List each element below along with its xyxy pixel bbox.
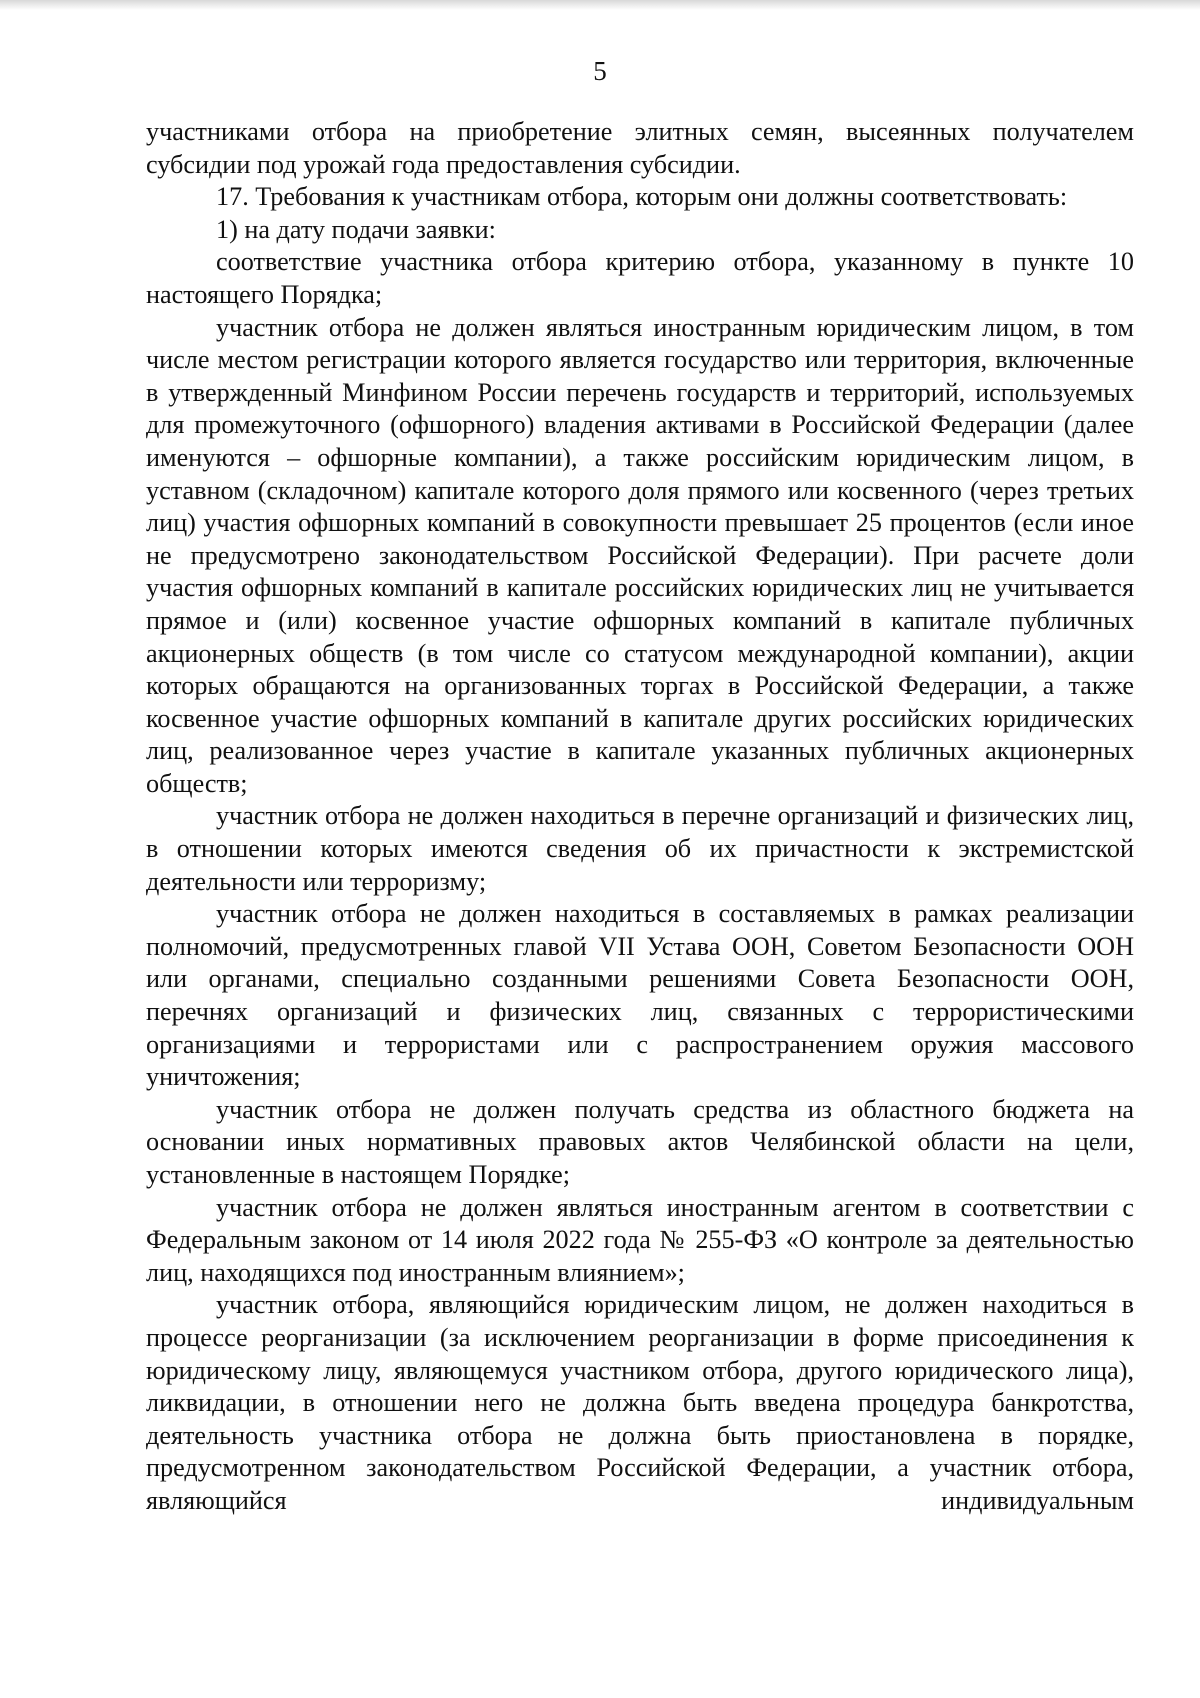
paragraph-offshore: участник отбора не должен являться иностранным юридическим лицом, в том числе местом регистрации которого является государство или территория, включенные в утвержденный Минфином России перечень государств и территорий, используемых для промежуточного (офшорного) владения активами в Российской Федерации (далее именуются – офшорные компании), а также российским юридическим лицом, в уставном (складочном) капитале которого доля прямого или косвенного (через третьих лиц) участия офшорных компаний в совокупности превышает 25 процентов (если иное не предусмотрено законодательством Российской Федерации). При расчете доли участия офшорных компаний в капитале российских юридических лиц не учитывается прямое и (или) косвенное участие офшорных компаний в капитале публичных акционерных обществ (в том числе со статусом международной компании), акции которых обращаются на организованных торгах в Российской Федерации, а также косвенное участие офшорных компаний в капитале других российских юридических лиц, реализованное через участие в капитале указанных публичных акционерных обществ; bbox=[146, 312, 1134, 798]
paragraph-criterion: соответствие участника отбора критерию отбора, указанному в пункте 10 настоящего Порядка; bbox=[146, 247, 1134, 309]
page-number: 5 bbox=[593, 56, 607, 86]
document-body bbox=[146, 116, 1134, 1518]
paragraph-continuation: участниками отбора на приобретение элитных семян, высеянных получателем субсидии под урожай года предоставления субсидии. bbox=[146, 117, 1134, 179]
paragraph-item-17: 17. Требования к участникам отбора, которым они должны соответствовать: bbox=[216, 182, 1068, 212]
paragraph-reorganization: участник отбора, являющийся юридическим лицом, не должен находиться в процессе реорганизации (за исключением реорганизации в форме присоединения к юридическому лицу, являющемуся участником отбора, другого юридического лица), ликвидации, в отношении него не должна быть введена процедура банкротства, деятельность участника отбора не должна быть приостановлена в порядке, предусмотренном законодательством Российской Федерации, а участник отбора, являющийся индивидуальным bbox=[146, 1290, 1134, 1515]
paragraph-regional-budget: участник отбора не должен получать средства из областного бюджета на основании иных нормативных правовых актов Челябинской области на цели, установленные в настоящем Порядке; bbox=[146, 1094, 1134, 1189]
paragraph-extremism: участник отбора не должен находиться в перечне организаций и физических лиц, в отношении которых имеются сведения об их причастности к экстремистской деятельности или терроризму; bbox=[146, 801, 1134, 896]
paragraph-un-lists: участник отбора не должен находиться в составляемых в рамках реализации полномочий, предусмотренных главой VII Устава ООН, Советом Безопасности ООН или органами, специально созданными решениями Совета Безопасности ООН, перечнях организаций и физических лиц, связанных с террористическими организациями и террористами или с распространением оружия массового уничтожения; bbox=[146, 899, 1134, 1092]
scan-edge bbox=[0, 0, 1200, 10]
paragraph-foreign-agent: участник отбора не должен являться иностранным агентом в соответствии с Федеральным законом от 14 июля 2022 года № 255-ФЗ «О контроле за деятельностью лиц, находящихся под иностранным влиянием»; bbox=[146, 1192, 1134, 1287]
paragraph-subitem-1: 1) на дату подачи заявки: bbox=[216, 214, 496, 244]
